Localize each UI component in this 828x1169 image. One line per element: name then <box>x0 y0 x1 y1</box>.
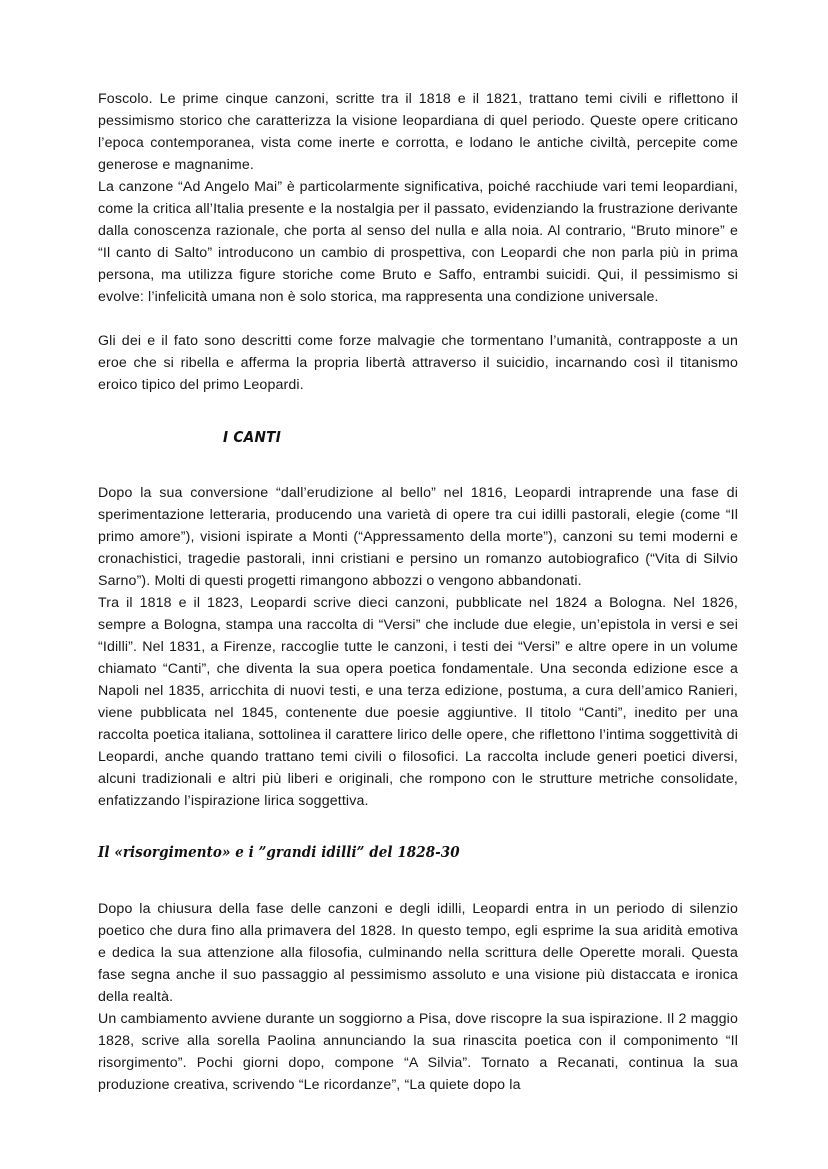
heading-spacer-below-risorgimento <box>98 864 738 898</box>
paragraph-canzoni-edizioni: Tra il 1818 e il 1823, Leopardi scrive dieci canzoni, pubblicate nel 1824 a Bologna. Nel 1826, sempre a Bologna, stampa una raccolta di “Versi” che include due elegie, un’epistola in versi e sei “Idilli”. Nel 1831, a Firenze, raccoglie tutte le canzoni, i testi dei “Versi” e altre opere in un volume chiamato “Canti”, che diventa la sua opera poetica fondamentale. Una seconda edizione esce a Napoli nel 1835, arricchita di nuovi testi, e una terza edizione, postuma, a cura dell’amico Ranieri, viene pubblicata nel 1845, contenente due poesie aggiuntive. Il titolo “Canti”, inedito per una raccolta poetica italiana, sottolinea il carattere lirico delle opere, che riflettono l’intima soggettività di Leopardi, anche quando trattano temi civili o filosofici. La raccolta include generi poetici diversi, alcuni tradizionali e altri più liberi e originali, che rompono con le strutture metriche consolidate, enfatizzando l’ispirazione lirica soggettiva. <box>98 595 738 809</box>
heading-risorgimento-grandi-idilli: Il «risorgimento» e i ”grandi idilli” del 1828-30 <box>98 844 460 861</box>
heading-spacer-below-canti <box>98 448 738 482</box>
paragraph-conversione: Dopo la sua conversione “dall’erudizione al bello” nel 1816, Leopardi intraprende una fase di sperimentazione letteraria, producendo una varietà di opere tra cui idilli pastorali, elegie (come “Il primo amore”), visioni ispirate a Monti (“Appressamento della morte”), canzoni su temi moderni e cronachistici, tragedie pastorali, inni cristiani e persino un romanzo autobiografico (“Vita di Silvio Sarno”). Molti di questi progetti rimangono abbozzi o vengono abbandonati. <box>98 485 738 589</box>
paragraph-spacer <box>98 308 738 330</box>
paragraph-ad-angelo-mai: La canzone “Ad Angelo Mai” è particolarmente significativa, poiché racchiude vari temi leopardiani, come la critica all’Italia presente e la nostalgia per il passato, evidenziando la frustrazione derivante dalla conoscenza razionale, che porta al senso del nulla e alla noia. Al contrario, “Bruto minore” e “Il canto di Salto” introducono un cambio di prospettiva, con Leopardi che non parla più in prima persona, ma utilizza figure storiche come Bruto e Saffo, entrambi suicidi. Qui, il pessimismo si evolve: l’infelicità umana non è solo storica, ma rappresenta una condizione universale. <box>98 179 738 305</box>
paragraph-silenzio-poetico: Dopo la chiusura della fase delle canzoni e degli idilli, Leopardi entra in un periodo di silenzio poetico che dura fino alla primavera del 1828. In questo tempo, egli esprime la sua aridità emotiva e dedica la sua attenzione alla filosofia, culminando nella scrittura delle Operette morali. Questa fase segna anche il suo passaggio al pessimismo assoluto e una visione più distaccata e ironica della realtà. <box>98 901 738 1005</box>
paragraph-dei-fato: Gli dei e il fato sono descritti come forze malvagie che tormentano l’umanità, contrapposte a un eroe che si ribella e afferma la propria libertà attraverso il suicidio, incarnando così il titanismo eroico tipico del primo Leopardi. <box>98 333 738 393</box>
paragraph-pisa-risorgimento: Un cambiamento avviene durante un soggiorno a Pisa, dove riscopre la sua ispirazione. Il 2 maggio 1828, scrive alla sorella Paolina annunciando la sua rinascita poetica con il componimento “Il risorgimento”. Pochi giorni dopo, compone “A Silvia”. Tornato a Recanati, continua la sua produzione creativa, scrivendo “Le ricordanze”, “La quiete dopo la <box>98 1011 738 1093</box>
paragraph-foscolo-canzoni: Foscolo. Le prime cinque canzoni, scritte tra il 1818 e il 1821, trattano temi civili e riflettono il pessimismo storico che caratterizza la visione leopardiana di quel periodo. Queste opere criticano l’epoca contemporanea, vista come inerte e corrotta, e lodano le antiche civiltà, percepite come generose e magnanime. <box>98 91 738 173</box>
heading-spacer-above-risorgimento <box>98 812 738 842</box>
heading-spacer-above-canti <box>98 396 738 426</box>
document-text-column <box>98 88 738 1096</box>
heading-i-canti: I CANTI <box>222 428 282 446</box>
